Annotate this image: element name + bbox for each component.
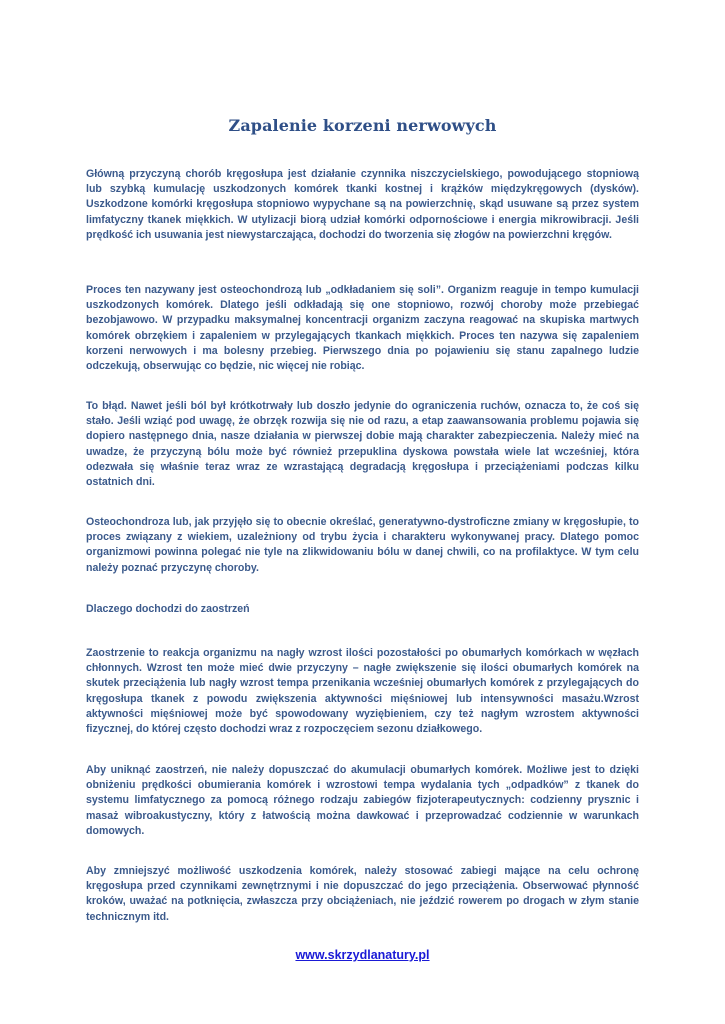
paragraph-exacerbation: Zaostrzenie to reakcja organizmu na nagły wzrost ilości pozostałości po obumarłych komórkach w węzłach chłonnych. Wzrost ten może mieć dwie przyczyny – nagłe zwiększenie się ilości obumarłych komórek na skutek przeciążenia lub nagły wzrost tempa przenikania wcześniej obumarłych komórek z przylegających do kręgosłupa tkanek z powodu zwiększenia aktywności mięśniowej lub intensywności masażu.Wzrost aktywności mięśniowej może być spowodowany wyziębieniem, czy też nagłym wzrostem aktywności fizycznej, do której często dochodzi wraz z rozpoczęciem sezonu działkowego. (86, 647, 639, 736)
page-title: Zapalenie korzeni nerwowych (228, 116, 497, 135)
paragraph-avoid-exacerbation: Aby uniknąć zaostrzeń, nie należy dopuszczać do akumulacji obumarłych komórek. Możliwe jest to dzięki obniżeniu prędkości obumierania komórek i wzrostowi tempa wydalania tych „odpadków” z tkanek do systemu limfatycznego za pomocą różnego rodzaju zabiegów fizjoterapeutycznych: codzienny prysznic i masaż wibroakustyczny, który z łatwością można dawkować i przeprowadzać codziennie w warunkach domowych. (86, 764, 639, 837)
section-heading: Dlaczego dochodzi do zaostrzeń (86, 603, 250, 615)
paragraph-mistake: To błąd. Nawet jeśli ból był krótkotrwały lub doszło jedynie do ograniczenia ruchów, oznacza to, że coś się stało. Jeśli wziąć pod uwagę, że obrzęk rozwija się nie od razu, a etap zaawansowania problemu pojawia się dopiero następnego dnia, nasze działania w pierwszej dobie mają charakter zabezpieczenia. Należy mieć na uwadze, że przyczyną bólu może być również przepuklina dyskowa powstała wiele lat wcześniej, która odezwała się właśnie teraz wraz ze wzrastającą degradacją kręgosłupa i przeciążeniami podczas kilku ostatnich dni. (86, 400, 639, 489)
paragraph-reduce-damage: Aby zmniejszyć możliwość uszkodzenia komórek, należy stosować zabiegi mające na celu ochronę kręgosłupa przed czynnikami zewnętrznymi i nie dopuszczać do jego przeciążenia. Obserwować płynność kroków, uważać na potknięcia, zwłaszcza przy obciążeniach, nie jeździć rowerem po drogach w złym stanie technicznym itd. (86, 865, 639, 923)
paragraph-causes: Główną przyczyną chorób kręgosłupa jest działanie czynnika niszczycielskiego, powodującego stopniową lub szybką kumulację uszkodzonych komórek tkanki kostnej i krążków międzykręgowych (dysków). Uszkodzone komórki kręgosłupa stopniowo wypychane są na powierzchnię, skąd usuwane są przez system limfatyczny tkanek miękkich. W utylizacji biorą udział komórki odpornościowe i energia mikrowibracji. Jeśli prędkość ich usuwania jest niewystarczająca, dochodzi do tworzenia się złogów na powierzchni kręgów. (86, 168, 639, 241)
paragraph-prevention: Osteochondroza lub, jak przyjęło się to obecnie określać, generatywno-dystroficzne zmiany w kręgosłupie, to proces związany z wiekiem, uzależniony od trybu życia i charakteru wykonywanej pracy. Dlatego pomoc organizmowi powinna polegać nie tyle na zlikwidowaniu bólu w danej chwili, co na profilaktyce. W tym celu należy poznać przyczynę choroby. (86, 516, 639, 574)
footer-website-link[interactable]: www.skrzydlanatury.pl (295, 948, 430, 962)
paragraph-osteochondrosis-process: Proces ten nazywany jest osteochondrozą lub „odkładaniem się soli”. Organizm reaguje in tempo kumulacji uszkodzonych komórek. Dlatego jeśli odkładają się one stopniowo, rozwój choroby może przebiegać bezobjawowo. W przypadku maksymalnej koncentracji organizm zaczyna reagować na skupiska martwych komórek obrzękiem i zapaleniem w przylegających tkankach miękkich. Proces ten nazywa się zapaleniem korzeni nerwowych i ma bolesny przebieg. Pierwszego dnia po pojawieniu się stanu zapalnego ludzie odczekują, obserwując co będzie, nic więcej nie robiąc. (86, 284, 639, 373)
